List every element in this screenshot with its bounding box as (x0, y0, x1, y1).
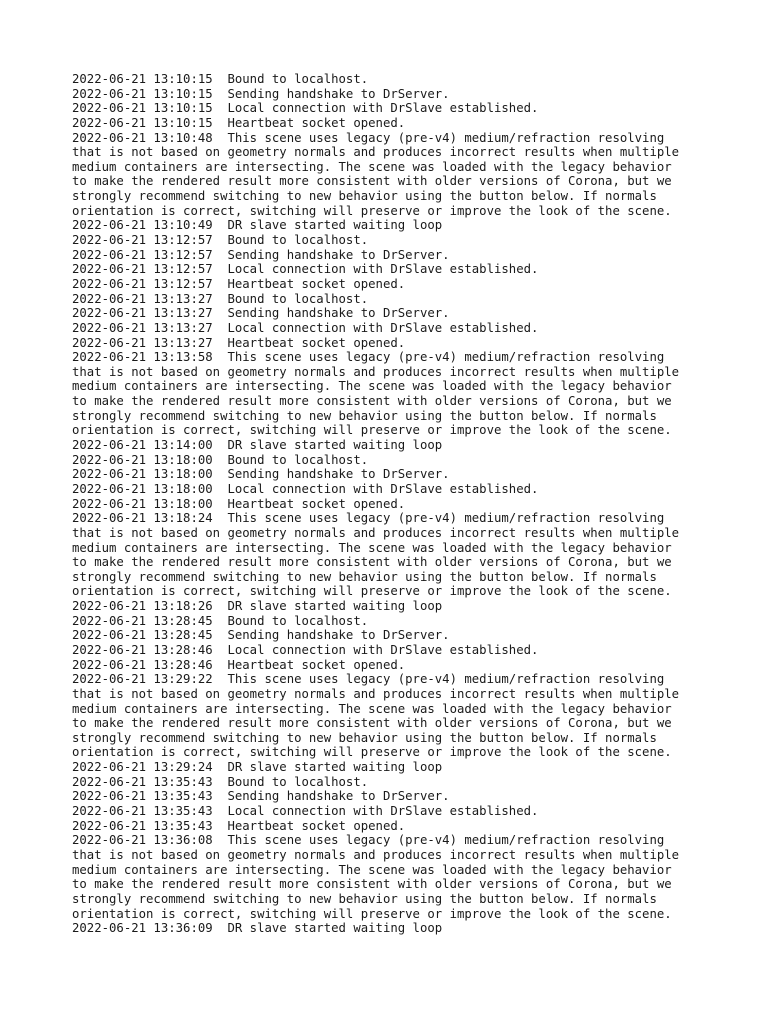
log-line: medium containers are intersecting. The scene was loaded with the legacy behavior (72, 862, 672, 877)
log-line: to make the rendered result more consistent with older versions of Corona, but we (72, 716, 672, 731)
log-line: 2022-06-21 13:28:46 Heartbeat socket opened. (72, 657, 406, 672)
log-line: that is not based on geometry normals and produces incorrect results when multiple (72, 145, 680, 160)
log-line: medium containers are intersecting. The scene was loaded with the legacy behavior (72, 159, 672, 174)
log-line: strongly recommend switching to new behavior using the button below. If normals (72, 569, 657, 584)
log-line: 2022-06-21 13:13:27 Bound to localhost. (72, 291, 369, 306)
log-line: 2022-06-21 13:12:57 Local connection with DrSlave established. (72, 262, 539, 277)
log-line: 2022-06-21 13:14:00 DR slave started waiting loop (72, 438, 443, 453)
log-line: 2022-06-21 13:29:22 This scene uses legacy (pre-v4) medium/refraction resolving (72, 672, 665, 687)
log-line: to make the rendered result more consistent with older versions of Corona, but we (72, 174, 672, 189)
log-line: medium containers are intersecting. The scene was loaded with the legacy behavior (72, 379, 672, 394)
log-line: 2022-06-21 13:10:15 Sending handshake to DrServer. (72, 86, 450, 101)
log-line: 2022-06-21 13:28:45 Bound to localhost. (72, 613, 369, 628)
log-line: 2022-06-21 13:18:00 Bound to localhost. (72, 452, 369, 467)
log-line: 2022-06-21 13:35:43 Bound to localhost. (72, 774, 369, 789)
log-line: to make the rendered result more consistent with older versions of Corona, but we (72, 877, 672, 892)
log-line: to make the rendered result more consistent with older versions of Corona, but we (72, 555, 672, 570)
log-line: strongly recommend switching to new behavior using the button below. If normals (72, 189, 657, 204)
log-line: orientation is correct, switching will preserve or improve the look of the scene. (72, 423, 672, 438)
log-line: orientation is correct, switching will preserve or improve the look of the scene. (72, 203, 672, 218)
log-line: 2022-06-21 13:10:15 Heartbeat socket opened. (72, 115, 406, 130)
log-line: 2022-06-21 13:12:57 Sending handshake to DrServer. (72, 247, 450, 262)
log-line: orientation is correct, switching will preserve or improve the look of the scene. (72, 906, 672, 921)
log-line: 2022-06-21 13:35:43 Heartbeat socket opened. (72, 818, 406, 833)
log-line: 2022-06-21 13:10:48 This scene uses legacy (pre-v4) medium/refraction resolving (72, 130, 665, 145)
log-line: 2022-06-21 13:12:57 Bound to localhost. (72, 233, 369, 248)
log-line: 2022-06-21 13:13:27 Heartbeat socket opened. (72, 335, 406, 350)
log-line: 2022-06-21 13:12:57 Heartbeat socket opened. (72, 276, 406, 291)
log-line: 2022-06-21 13:35:43 Local connection with DrSlave established. (72, 804, 539, 819)
log-line: 2022-06-21 13:13:27 Sending handshake to DrServer. (72, 306, 450, 321)
log-line: 2022-06-21 13:18:26 DR slave started waiting loop (72, 599, 443, 614)
log-line: 2022-06-21 13:10:15 Local connection with DrSlave established. (72, 101, 539, 116)
log-line: 2022-06-21 13:36:09 DR slave started waiting loop (72, 921, 443, 936)
log-line: 2022-06-21 13:35:43 Sending handshake to DrServer. (72, 789, 450, 804)
log-line: strongly recommend switching to new behavior using the button below. If normals (72, 891, 657, 906)
log-text-block (72, 72, 679, 936)
log-line: 2022-06-21 13:10:49 DR slave started waiting loop (72, 218, 443, 233)
log-line: strongly recommend switching to new behavior using the button below. If normals (72, 408, 657, 423)
log-line: that is not based on geometry normals and produces incorrect results when multiple (72, 686, 680, 701)
log-line: 2022-06-21 13:13:58 This scene uses legacy (pre-v4) medium/refraction resolving (72, 350, 665, 365)
log-line: 2022-06-21 13:13:27 Local connection with DrSlave established. (72, 320, 539, 335)
log-line: 2022-06-21 13:18:00 Sending handshake to DrServer. (72, 467, 450, 482)
log-line: strongly recommend switching to new behavior using the button below. If normals (72, 730, 657, 745)
log-line: 2022-06-21 13:18:24 This scene uses legacy (pre-v4) medium/refraction resolving (72, 511, 665, 526)
log-line: medium containers are intersecting. The scene was loaded with the legacy behavior (72, 701, 672, 716)
log-line: 2022-06-21 13:10:15 Bound to localhost. (72, 72, 369, 86)
log-line: that is not based on geometry normals and produces incorrect results when multiple (72, 525, 680, 540)
log-line: 2022-06-21 13:29:24 DR slave started waiting loop (72, 760, 443, 775)
log-line: that is not based on geometry normals and produces incorrect results when multiple (72, 364, 680, 379)
log-line: 2022-06-21 13:28:46 Local connection with DrSlave established. (72, 642, 539, 657)
log-line: 2022-06-21 13:18:00 Local connection with DrSlave established. (72, 481, 539, 496)
log-line: orientation is correct, switching will preserve or improve the look of the scene. (72, 584, 672, 599)
log-line: to make the rendered result more consistent with older versions of Corona, but we (72, 394, 672, 409)
log-line: that is not based on geometry normals and produces incorrect results when multiple (72, 847, 680, 862)
log-line: 2022-06-21 13:28:45 Sending handshake to DrServer. (72, 628, 450, 643)
log-line: orientation is correct, switching will preserve or improve the look of the scene. (72, 745, 672, 760)
log-line: 2022-06-21 13:18:00 Heartbeat socket opened. (72, 496, 406, 511)
log-line: 2022-06-21 13:36:08 This scene uses legacy (pre-v4) medium/refraction resolving (72, 833, 665, 848)
log-line: medium containers are intersecting. The scene was loaded with the legacy behavior (72, 540, 672, 555)
